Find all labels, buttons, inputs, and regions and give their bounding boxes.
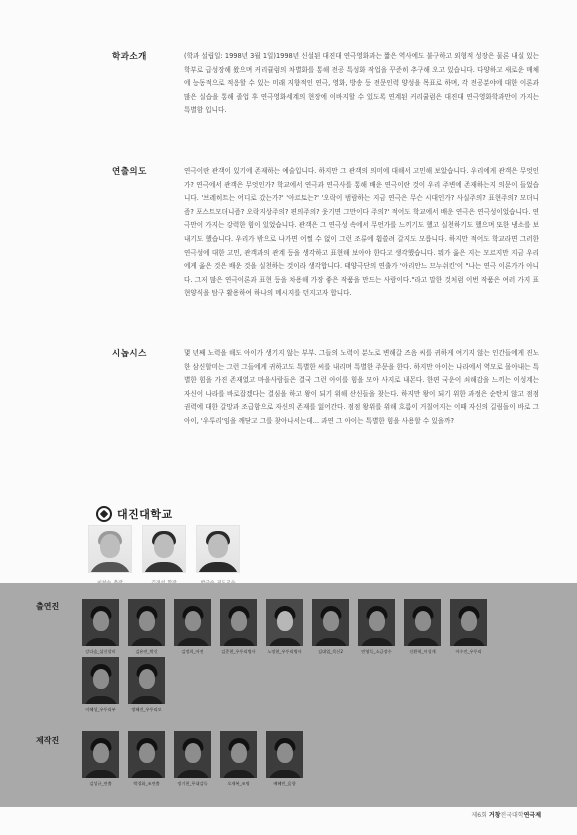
cast-member bbox=[82, 599, 119, 655]
cast-caption: 정혜진_우투리모 bbox=[131, 707, 162, 712]
portrait-photo bbox=[450, 599, 487, 646]
cast-caption: 김유연_박신 bbox=[135, 649, 158, 654]
cast-caption: 김대업_목신2 bbox=[318, 649, 343, 654]
cast-caption: 신환혁_이성계 bbox=[409, 649, 436, 654]
portrait-photo bbox=[404, 599, 441, 646]
portrait-photo bbox=[312, 599, 349, 646]
page-footer bbox=[472, 810, 542, 819]
cast-row-1 bbox=[82, 599, 487, 655]
cast-member bbox=[450, 599, 487, 655]
cast-caption: 노정현_우투리병사 bbox=[267, 649, 302, 654]
footer-prefix: 제6회 bbox=[471, 812, 489, 819]
cast-caption: 김정희_아진 bbox=[181, 649, 204, 654]
cast-member bbox=[174, 599, 211, 655]
crew-member bbox=[174, 731, 211, 787]
university-name: 대진대학교 bbox=[117, 508, 173, 521]
portrait-photo bbox=[128, 599, 165, 646]
person-card bbox=[88, 525, 132, 586]
cast-member bbox=[312, 599, 349, 655]
crew-caption: 정기현_무대감독 bbox=[177, 781, 208, 786]
cast-member bbox=[266, 599, 303, 655]
portrait-photo bbox=[220, 599, 257, 646]
crew-row bbox=[82, 731, 303, 787]
cast-member bbox=[128, 657, 165, 713]
portrait-photo bbox=[174, 599, 211, 646]
cast-caption: 강다솜_삼신할미 bbox=[85, 649, 116, 654]
direction-label: 연출의도 bbox=[112, 167, 147, 177]
cast-caption: 민영득_소금장수 bbox=[361, 649, 392, 654]
cast-crew-band bbox=[0, 583, 577, 807]
cast-member bbox=[220, 599, 257, 655]
portrait-photo bbox=[196, 525, 240, 573]
cast-member bbox=[128, 599, 165, 655]
crew-caption: 오재복_조명 bbox=[227, 781, 250, 786]
cast-caption: 이수진_우투리 bbox=[455, 649, 482, 654]
cast-member bbox=[82, 657, 119, 713]
cast-row-2 bbox=[82, 657, 165, 713]
crew-member bbox=[82, 731, 119, 787]
crew-caption: 배혜민_음향 bbox=[273, 781, 296, 786]
portrait-photo bbox=[266, 599, 303, 646]
portrait-photo bbox=[266, 731, 303, 778]
intro-label: 학과소개 bbox=[112, 52, 147, 62]
portrait-photo bbox=[82, 599, 119, 646]
university-emblem-icon bbox=[96, 506, 112, 522]
footer-suffix: 연극제 bbox=[523, 812, 541, 819]
crew-caption: 김성규_연출 bbox=[89, 781, 112, 786]
direction-body: 연극이란 관객이 있기에 존재하는 예술입니다. 하지만 그 관객의 의미에 대해서 고민해 보았습니다. 우리에게 관객은 무엇인가? 연극에서 관객은 무엇인가? 학교에서 연극과 연극사를 통해 배운 연극이란 것이 우리 주변에 존재하는지 의문이 들었습니다. '브레히트는 어디로 갔는가?' '아르토는?' '오락이 범람하는 지금 연극은 무슨 시대인가? 사실주의? 표현주의? 모더니즘? 포스트모더니즘? 오락지상주의? 편의주의? 웃기면 그만이다 주의?' 적어도 학교에서 배운 연극은 연극성이었습니다. 연극만이 가지는 강력한 힘이 있었습니다. 관객은 그 연극성 속에서 무언가를 느끼기도 했고 실천하기도 했으며 또한 냉소를 보내기도 했습니다. 우리가 밖으로 나가면 어쩔 수 없이 그런 조류에 휩쓸려 갈지도 모릅니다. 하지만 적어도 학교라면 그러한 연극성에 대한 고민, 관객과의 관계 등을 생각하고 표현해 보아야 한다고 생각했습니다. 뭐가 옳은 지는 모르지만 지금 우리에게 옳은 것은 배운 것을 실천하는 것이라 생각합니다. 태양극단의 연출가 '아리안느 므누쉬킨'이 "나는 연극 이론가가 아니다. 그저 많은 연극이론과 표현 등을 차용해 가장 좋은 작품을 만드는 사람이다."라고 말한 것처럼 이번 작품은 여러 가지 표현양식을 탐구 활용하여 하나의 메시지를 던지고자 합니다. bbox=[184, 167, 539, 298]
crew-member bbox=[128, 731, 165, 787]
person-card bbox=[142, 525, 186, 586]
cast-member bbox=[358, 599, 395, 655]
footer-middle: 전국대학 bbox=[500, 812, 524, 819]
portrait-photo bbox=[88, 525, 132, 573]
portrait-photo bbox=[128, 731, 165, 778]
cast-caption: 이혜성_우투리부 bbox=[85, 707, 116, 712]
crew-member bbox=[266, 731, 303, 787]
portrait-photo bbox=[358, 599, 395, 646]
university-people bbox=[88, 525, 240, 586]
university-logo bbox=[96, 506, 173, 522]
portrait-photo bbox=[82, 731, 119, 778]
crew-label: 제작진 bbox=[36, 736, 60, 745]
crew-caption: 박경화_조연출 bbox=[133, 781, 160, 786]
portrait-photo bbox=[142, 525, 186, 573]
person-card bbox=[196, 525, 240, 586]
intro-body: (학과 설립일: 1998년 3월 1일)1998년 신설된 대진대 연극영화과는 짧은 역사에도 불구하고 외형적 성장은 물론 내실 있는 학부로 급성장해 왔으며 커리큘럼의 차별화를 통해 전공 특성화 작업을 꾸준히 추구해 오고 있습니다. 다양하고 새로운 매체에 능동적으로 적응할 수 있는 미래 지향적인 연극, 영화, 방송 등 전문인력 양성을 목표로 하며, 각 전공분야에 대한 이론과 많은 실습을 통해 졸업 후 연극영화세계의 현장에 이바지할 수 있도록 연계된 커리큘럼은 대진대 연극영화학과만이 가지는 특별함 입니다. bbox=[184, 52, 539, 115]
cast-label: 출연진 bbox=[36, 602, 60, 611]
footer-event: 거창 bbox=[488, 812, 501, 819]
synopsis-label: 시놉시스 bbox=[112, 349, 147, 359]
portrait-photo bbox=[128, 657, 165, 704]
cast-caption: 김준현_우투리병사 bbox=[221, 649, 256, 654]
cast-member bbox=[404, 599, 441, 655]
portrait-photo bbox=[220, 731, 257, 778]
crew-member bbox=[220, 731, 257, 787]
synopsis-body: 몇 년째 노력을 해도 아이가 생기지 않는 부부. 그들의 노력이 분노로 변해갈 즈음 씨를 귀하게 여기지 않는 인간들에게 진노한 삼신할미는 그런 그들에게 귀하고도 특별한 씨를 내리며 특별한 주문을 한다. 하지만 아이는 나라에서 역모로 몰아내는 특별한 힘을 가진 존재였고 마을사람들은 결국 그런 아이를 힘을 모아 사지로 내몬다. 한편 국운이 쇠해감을 느끼는 이성계는 자신이 나라를 바로잡겠다는 결심을 하고 왕이 되기 위해 산신들을 찾는다. 하지만 왕이 되기 위한 과정은 순탄치 않고 점점 권력에 대한 갈망과 조급함으로 자신의 존재를 잃어간다. 점점 왕위를 위해 흐름이 거칠어지는 이때 자신의 길림돌이 바로 그 아이, '우투리'임을 깨닫고 그를 찾아나서는데... 과연 그 아이는 특별한 힘을 사용할 수 있을까? bbox=[184, 349, 539, 425]
portrait-photo bbox=[174, 731, 211, 778]
portrait-photo bbox=[82, 657, 119, 704]
